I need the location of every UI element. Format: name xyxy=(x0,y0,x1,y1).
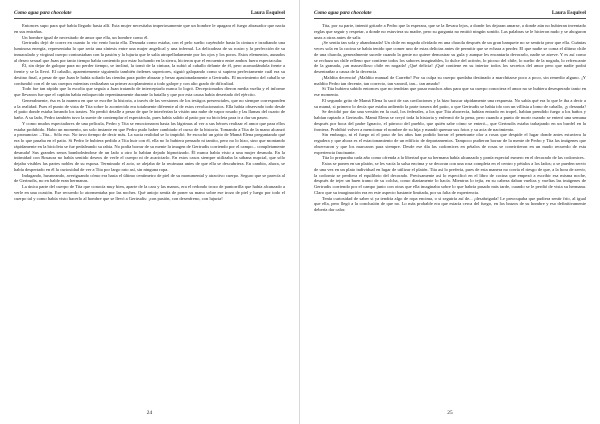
header-author: Laura Esquivel xyxy=(551,10,586,16)
paragraph: Tita, por su parte, intentó gritarle a Pedro que la esperara, que se la llevara lejos, a donde los dejaran amarse, a donde aún no hubieran inventado reglas que seguir y respetar, a donde no estuviera su madre, pero su garganta no emitió ningún sonido. Las palabras se le hicieron nudo y se ahogaron unas a otras antes de salir. xyxy=(314,23,586,40)
page-number: 25 xyxy=(447,410,453,416)
paragraph: Sin embargo, ni el fuego ni el paso de los años han podido borrar el penetrante olor a rosas que despide el lugar donde antes estuviera la regadera y que ahora es el estacionamiento de un edificio de departamentos. Tampoco pudieron borrar de la mente de Pedro y Tita las imágenes que observaron y que los marcaron para siempre. Desde ese día las codornices en pétalos de rosas se convirtieron en un mudo recuerdo de esta experiencia fascinante. xyxy=(314,132,586,155)
paragraph: Se decidió por dar una versión en la cual, los federales, a los que Tita aborrecía, habían entrado en tropel, habían prendido fuego a los baños y habían raptado a Gertrudis. Mamá Elena se creyó toda la historia y enfermó de la pena, pero cuando a punto de morir cuando se enteró una semana después por boca del padre Ignacio, el párroco del pueblo, que quién sabe cómo se enteró–, que Gertrudis estaba trabajando en un burdel en la frontera. Prohibió volver a mencionar el nombre de su hija y mandó quemar sus fotos y su acta de nacimiento. xyxy=(314,109,586,132)
paragraph: Entonces supo para qué había llegado hasta allí. Esta mujer necesitaba imperiosamente que un hombre le apagara el fuego abrasador que nacía en sus entrañas. xyxy=(14,23,285,34)
paragraph: Tita lo preparaba cada año como ofrenda a la libertad que su hermana había alcanzado y ponía especial esmero en el decorado de las codornices. xyxy=(322,155,585,161)
paragraph: ¡Se sentía tan sola y abandonada! Un chile en nogada olvidado en una charola después de un gran banquete no se sentiría peor que ella. Cuántas veces sola en la cocina se había tenido que comer uno de estas delicias antes de permitir que se echara a perder. El que nadie se coma el último chile de una charola, generalmente sucede cuando la gente no quiere demostrar su gula y aunque les encantaría devorarlo, nadie se atreve. Y es así como se rechaza un chile relleno que contiene todos los sabores imaginables, lo dulce del acitrón, lo picoso del chile, lo suelto de la nogada, lo refrescante de la granada, ¡un maravilloso chile en nogada! ¡Qué delicia! ¡Qué contiene en su interior todos los secretos del amor pero que nadie podrá desentrañar a causa de la decencia. xyxy=(314,40,586,74)
header-author: Laura Esquivel xyxy=(250,10,285,16)
running-header xyxy=(14,10,285,19)
paragraph: Él, sin dejar de galopar para no perder tiempo, se inclinó, la tomó de la cintura, la subió al caballo delante de él, pero acomodándola frente a frente y se la llevó. El caballo, aparentemente siguiendo también órdenes superiores, siguió galopando como si supiera perfectamente cuál era su destino final, a pesar de que Juan le había soltado las riendas para poder abrazar y besar apasionadamente a Gertrudis. El movimiento del caballo se confundió con el de sus cuerpos mientras realizaban su primer acoplamiento a todo galope y con alto grado de dificultad. xyxy=(14,63,285,86)
paragraph: Tenía curiosidad de saber si ya tendría algo de ropa encima, o si seguiría así de... ¡desabrigada! Le preocupaba que pudiera sentir frío, al igual que ella, pero llegó a la conclusión de que no. Lo más probable era que estaría cerca del fuego, en los brazos de su hombre y eso definitivamente debería dar calor. xyxy=(314,195,586,212)
header-book-title: Como agua para chocolate xyxy=(14,10,72,16)
paragraph: Todo fue tan rápido que la escolta que seguía a Juan tratando de interceptarlo nunca lo logró. Decepcionados dieron media vuelta y el informe que llevaron fue que el capitán había enloquecido repentinamente durante la batalla y que por esta causa había desertado del ejército. xyxy=(14,86,285,97)
paragraph: Gertrudis dejó de correr en cuanto lo vio venir hacia ella. Desnuda como estaba, con el pelo suelto cayéndole hasta la cintura e irradiando una luminosa energía, representaba lo que sería una síntesis entre una mujer angelical y una infernal. La delicadeza de su rostro y la perfección de su inmaculado y virginal cuerpo contrastaban con la pasión y la lujuria que le salía atropelladamente por los ojos y los poros. Estos elementos, aunados al deseo sexual que Juan por tanto tiempo había contenido por estar luchando en la sierra, hicieron que el encuentro entre ambos fuera espectacular. xyxy=(14,40,285,63)
right-page xyxy=(300,0,600,424)
page-body xyxy=(14,23,285,415)
header-book-title: Como agua para chocolate xyxy=(314,10,372,16)
page-number: 24 xyxy=(146,410,153,416)
paragraph: Indagando, husmeando, averiguando cómo era hasta el último centímetro de piel de su monumental y atractivo cuerpo. Seguro que se parecía al de Gertrudis, no en balde eran hermanas. xyxy=(14,172,285,184)
paragraph: Un hombre igual de necesitado de amor que ella, un hombre como él. xyxy=(22,34,149,40)
paragraph: Generalmente, ésa es la manera en que se escribe la historia, a través de las versiones de los testigos presenciales, que no siempre corresponden a la realidad. Pues el punto de vista de Tita sobre lo acontecido era totalmente diferente al de estos revolucionarios. Ella había observado todo desde el patio donde estaba lavando los trastes. No perdió detalle a pesar de que le interferían la visión una nube de vapor rosado y las llamas del cuarto de baño. A su lado, Pedro también tuvo la suerte de contemplar el espectáculo, pues había salido al patio por su bicicleta para ir a dar un paseo. xyxy=(14,97,285,120)
paragraph: Estas se ponen en un platón, se les vacía la salsa encima y se decoran con una rosa completa en el centro y pétalos a los lados; o se pueden servir de una vez en un plato individual en lugar de utilizar el platón. Tita así lo prefería, pues de esta manera no corría el riesgo de que, a la hora de servir, la codorniz se perdiera el equilibrio del decorado. Precisamente así lo especificó en el libro de cocina que empezó a escribir esa misma noche, después de tejer un buen tramo de su colcha, como diariamente lo hacía. Mientras lo tejía, en su cabeza daban vueltas y vueltas las imágenes de Gertrudis corriendo por el campo junto con otras que ella imaginaba sobre lo que habría pasado más tarde, cuando se le perdió de vista su hermana. Claro que su imaginación era en este aspecto bastante limitada, por su falta de experiencia. xyxy=(314,161,586,195)
running-header xyxy=(314,10,586,19)
paragraph: ¡Maldita decencia! ¡Maldito manual de Carreño! Por su culpa su cuerpo quedaba destinado a marchitarse poco a poco, sin remedio alguno. ¡Y maldito Pedro tan decente, tan correcto, tan varonil, tan... tan amado! xyxy=(314,74,586,86)
paragraph: Y como mudos espectadores de una película, Pedro y Tita se emocionaron hasta las lágrimas al ver a sus héroes realizar el amor que para ellos estaba prohibido. Hubo un momento, un solo instante en que Pedro pudo haber cambiado el curso de la historia. Tomando a Tita de la mano alcanzó a pronunciar: –Tita... Sólo eso. No tuvo tiempo de decir más. La sucia realidad se lo impidió. Se escuchó un grito de Mamá Elena preguntando qué era lo que pasaba en el patio. Si Pedro le hubiera pedido a Tita huir con él, ella no lo hubiera pensado ni tantito, pero no lo hizo, sino que montando rápidamente en la bicicleta se fue pedaleando su rabia. No podía borrar de su mente la imagen de Gertrudis corriendo por el campo... completamente desnuda! Sus grandes senos bamboleándose de un lado a otro lo habían dejado hipnotizado. Él nunca había visto a una mujer desnuda. En la intimidad con Rosaura no había sentido deseos de verle el cuerpo ni de acariciarlo. En estos casos siempre utilizaba la sábana nupcial, que sólo dejaba visibles las partes nobles de su esposa. Terminado el acto, se alejaba de la recámara antes de que ella se descubriera. En cambio, ahora, se había despertado en él la curiosidad de ver a Tita por largo rato así, sin ninguna ropa. xyxy=(14,120,285,172)
paragraph: Si Tita hubiera sabido entonces que no tendrían que pasar muchos años para que su cuerpo conociera el amor no se hubiera desesperado tanto en ese momento. xyxy=(314,86,586,97)
paragraph: El segundo grito de Mamá Elena la sacó de sus cavilaciones y la hizo buscar rápidamente una respuesta. No sabía qué era lo que le iba a decir a su mamá, si primero lo decía que estaba ardiendo la parte trasera del patio, o que Gertrudis se había ido con un villista a lomo de caballo, ¡y desnuda! xyxy=(314,97,586,109)
paragraph: La única parte del cuerpo de Tita que conocía muy bien, aparte de la cara y las manos, era el redondo trozo de pantorrilla que había alcanzado a verle en una ocasión. Ese recuerdo lo atormentaba por las noches. Qué antojo sentía de poner su mano sobre ese trozo de piel y luego por todo el cuerpo tal y como había visto hacerlo al hombre que se llevó a Gertrudis: ¡con pasión, con desenfreno, con lujuria! xyxy=(14,184,285,201)
page-body xyxy=(314,23,586,415)
